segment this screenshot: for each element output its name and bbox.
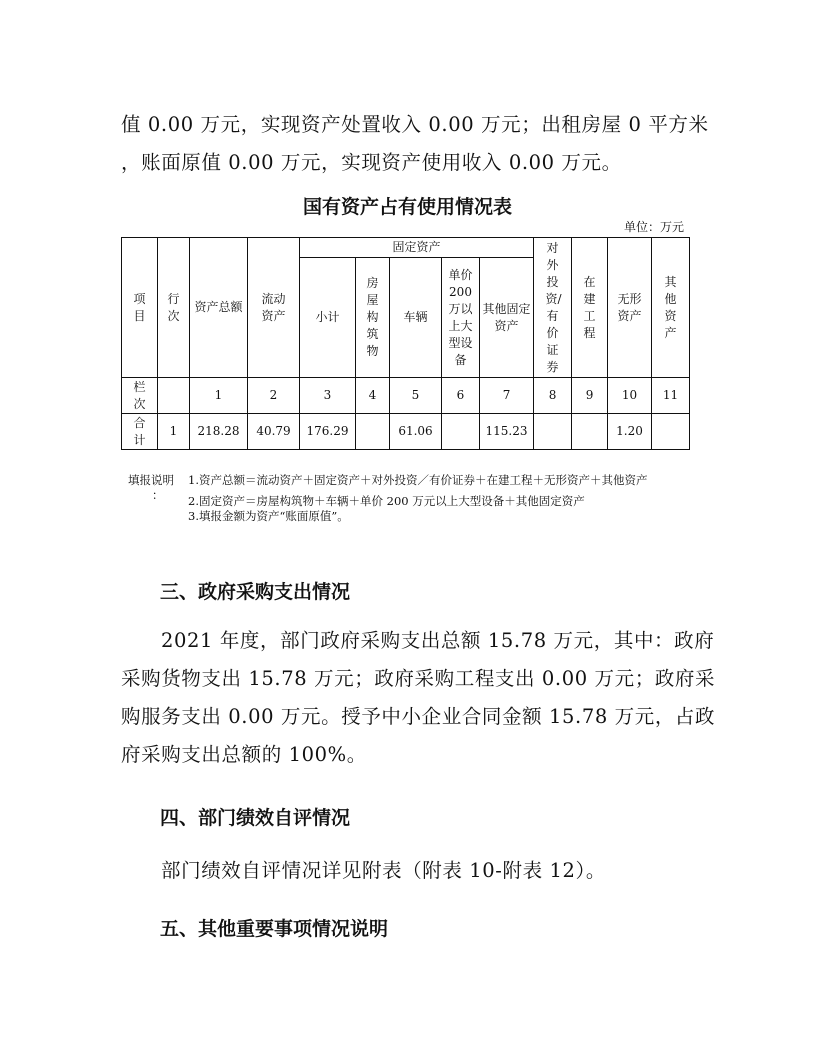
- header-vehicles: 车辆: [390, 258, 442, 378]
- table-unit: 单位：万元: [623, 220, 684, 234]
- column-number: 10: [608, 378, 652, 414]
- header-investments: 对外投资/有价证券: [534, 238, 572, 378]
- section4-line: 部门绩效自评情况详见附表（附表 10-附表 12）。: [161, 859, 606, 882]
- section4-heading: 四、部门绩效自评情况: [160, 807, 351, 829]
- column-number: 5: [390, 378, 442, 414]
- note-item: 2.固定资产＝房屋构筑物＋车辆＋单价 200 万元以上大型设备＋其他固定资产: [188, 494, 585, 508]
- total-row: [122, 414, 690, 450]
- section3-heading: 三、政府采购支出情况: [160, 581, 351, 603]
- total-row-no: 1: [158, 414, 190, 450]
- header-row-no: 行次: [158, 238, 190, 378]
- column-number-row: [122, 378, 690, 414]
- notes-label: 填报说明 ：: [128, 473, 174, 502]
- section3-line: 府采购支出总额的 100%。: [121, 743, 367, 766]
- intro-line-1: 值 0.00 万元，实现资产处置收入 0.00 万元；出租房屋 0 平方米: [121, 113, 709, 136]
- column-number: 3: [300, 378, 356, 414]
- section3-line: 采购货物支出 15.78 万元；政府采购工程支出 0.00 万元；政府采: [121, 667, 716, 690]
- total-cell: 61.06: [390, 414, 442, 450]
- header-fixed-assets: 固定资产: [300, 238, 534, 258]
- column-row-blank: [158, 378, 190, 414]
- total-cell: [572, 414, 608, 450]
- note-item: 3.填报金额为资产“账面原值”。: [188, 509, 349, 523]
- header-current-assets: 流动资产: [248, 238, 300, 378]
- total-cell: [534, 414, 572, 450]
- total-cell: 218.28: [190, 414, 248, 450]
- header-construction: 在建工程: [572, 238, 608, 378]
- total-cell: 176.29: [300, 414, 356, 450]
- column-number: 1: [190, 378, 248, 414]
- section3-paragraph: [121, 622, 716, 774]
- intro-line-2: ，账面原值 0.00 万元，实现资产使用收入 0.00 万元。: [121, 151, 622, 174]
- header-item: 项目: [122, 238, 158, 378]
- column-number: 8: [534, 378, 572, 414]
- total-cell: [356, 414, 390, 450]
- table-title: 国有资产占有使用情况表: [302, 196, 512, 218]
- section3-line: 2021 年度，部门政府采购支出总额 15.78 万元，其中：政府: [161, 629, 715, 652]
- asset-table: [121, 237, 690, 450]
- column-number: 2: [248, 378, 300, 414]
- notes-items: [188, 473, 688, 524]
- section4-paragraph: [121, 852, 701, 890]
- header-large-equipment: 单价200万以上大型设备: [442, 258, 480, 378]
- column-number: 6: [442, 378, 480, 414]
- column-number: 9: [572, 378, 608, 414]
- header-row-1: [122, 238, 690, 258]
- column-row-label: 栏次: [122, 378, 158, 414]
- total-cell: 115.23: [480, 414, 534, 450]
- intro-paragraph: [121, 106, 709, 182]
- total-cell: [652, 414, 690, 450]
- total-cell: [442, 414, 480, 450]
- section3-line: 购服务支出 0.00 万元。授予中小企业合同金额 15.78 万元，占政: [121, 705, 716, 728]
- note-item: 1.资产总额＝流动资产＋固定资产＋对外投资／有价证券＋在建工程＋无形资产＋其他资产: [188, 473, 648, 487]
- total-cell: 40.79: [248, 414, 300, 450]
- header-other-assets: 其他资产: [652, 238, 690, 378]
- section5-heading: 五、其他重要事项情况说明: [160, 918, 389, 940]
- column-number: 4: [356, 378, 390, 414]
- total-cell: 1.20: [608, 414, 652, 450]
- total-row-label: 合计: [122, 414, 158, 450]
- header-subtotal: 小计: [300, 258, 356, 378]
- column-number: 11: [652, 378, 690, 414]
- header-other-fixed: 其他固定资产: [480, 258, 534, 378]
- header-intangible: 无形资产: [608, 238, 652, 378]
- header-buildings: 房屋构筑物: [356, 258, 390, 378]
- column-number: 7: [480, 378, 534, 414]
- header-total-assets: 资产总额: [190, 238, 248, 378]
